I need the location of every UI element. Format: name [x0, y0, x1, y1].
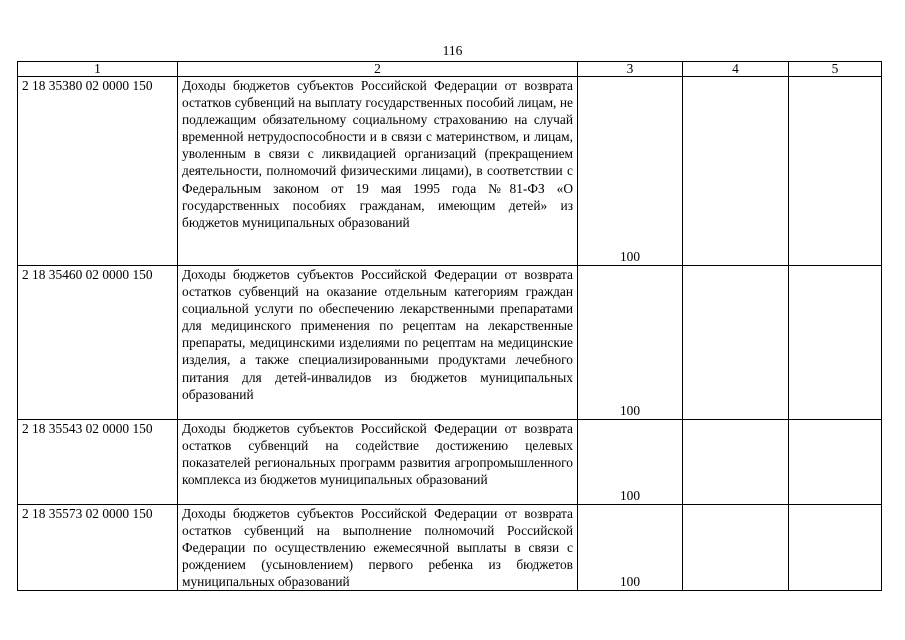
- column-header: 5: [789, 62, 882, 77]
- column-header: 1: [18, 62, 178, 77]
- empty-cell: [789, 420, 882, 505]
- empty-cell: [683, 77, 789, 266]
- budget-code-cell: 2 18 35460 02 0000 150: [18, 266, 178, 420]
- empty-cell: [789, 266, 882, 420]
- amount-cell: 100: [578, 77, 683, 266]
- column-header: 3: [578, 62, 683, 77]
- table-row: [18, 77, 882, 266]
- empty-cell: [789, 77, 882, 266]
- empty-cell: [683, 505, 789, 591]
- table-row: [18, 420, 882, 505]
- description-cell: Доходы бюджетов субъектов Российской Федерации от возврата остатков субвенций на оказание отдельным категориям граждан социальной услуги по обеспечению лекарственными препаратами для медицинского применения по рецептам на лекарственные препараты, медицинскими изделиями по рецептам на медицинские изделия, а также специализированными продуктами лечебного питания для детей-инвалидов из бюджетов муниципальных образований: [178, 266, 578, 420]
- empty-cell: [683, 266, 789, 420]
- description-cell: Доходы бюджетов субъектов Российской Федерации от возврата остатков субвенций на содействие достижению целевых показателей региональных программ развития агропромышленного комплекса из бюджетов муниципальных образований: [178, 420, 578, 505]
- budget-income-table: [17, 61, 882, 591]
- column-header: 4: [683, 62, 789, 77]
- page-number: 116: [442, 43, 463, 58]
- budget-code-cell: 2 18 35573 02 0000 150: [18, 505, 178, 591]
- empty-cell: [789, 505, 882, 591]
- column-header: 2: [178, 62, 578, 77]
- amount-cell: 100: [578, 420, 683, 505]
- description-cell: Доходы бюджетов субъектов Российской Федерации от возврата остатков субвенций на выплату государственных пособий лицам, не подлежащим обязательному социальному страхованию на случай временной нетрудоспособности и в связи с материнством, и лицам, уволенным в связи с ликвидацией организаций (прекращением деятельности, полномочий физическими лицами), в соответствии с Федеральным законом от 19 мая 1995 года №81-ФЗ «О государственных пособиях гражданам, имеющим детей» из бюджетов муниципальных образований: [178, 77, 578, 266]
- budget-code-cell: 2 18 35380 02 0000 150: [18, 77, 178, 266]
- table-row: [18, 266, 882, 420]
- budget-code-cell: 2 18 35543 02 0000 150: [18, 420, 178, 505]
- amount-cell: 100: [578, 266, 683, 420]
- amount-cell: 100: [578, 505, 683, 591]
- empty-cell: [683, 420, 789, 505]
- description-cell: Доходы бюджетов субъектов Российской Федерации от возврата остатков субвенций на выполнение полномочий Российской Федерации по осуществлению ежемесячной выплаты в связи с рождением (усыновлением) первого ребенка из бюджетов муниципальных образований: [178, 505, 578, 591]
- table-header-row: [18, 62, 882, 77]
- table-row: [18, 505, 882, 591]
